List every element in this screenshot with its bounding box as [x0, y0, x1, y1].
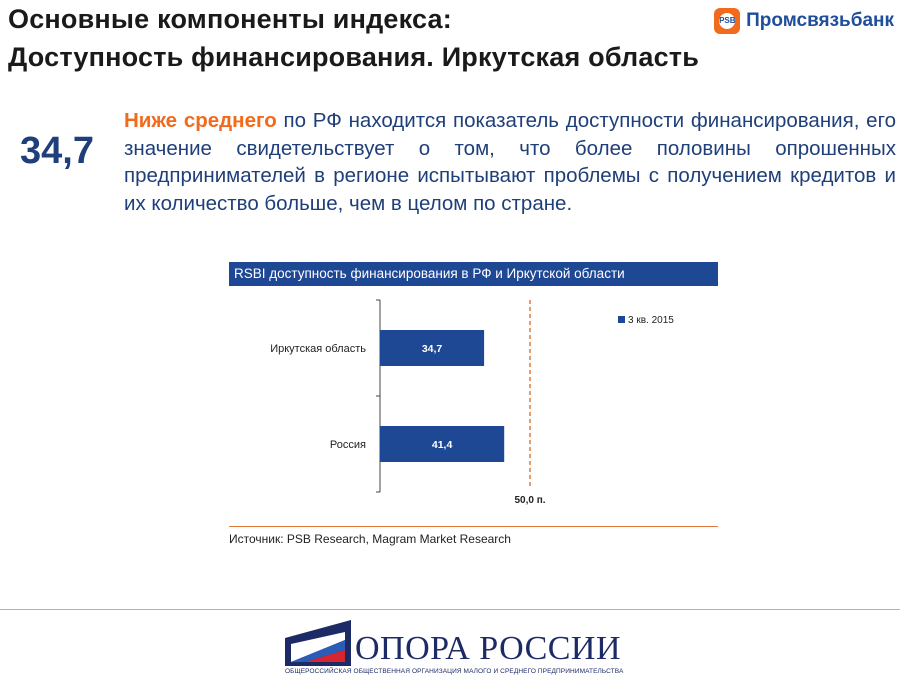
brand-mark-text: PSB: [719, 13, 735, 29]
brand-logo: [714, 8, 894, 34]
org-subtitle: ОБЩЕРОССИЙСКАЯ ОБЩЕСТВЕННАЯ ОРГАНИЗАЦИЯ МАЛОГО И СРЕДНЕГО ПРЕДПРИНИМАТЕЛЬСТВА: [285, 668, 624, 675]
summary-highlight: Ниже среднего: [124, 109, 277, 132]
index-value: 34,7: [20, 130, 94, 172]
chart-title: RSBI доступность финансирования в РФ и Иркутской области: [229, 262, 718, 286]
source-note: Источник: PSB Research, Magram Market Research: [229, 526, 718, 546]
page-title-line-1: Основные компоненты индекса:: [8, 4, 452, 34]
footer-divider: [0, 609, 900, 610]
reference-label: 50,0 п.: [514, 495, 546, 506]
summary-text: [124, 107, 896, 217]
brand-name: Промсвязьбанк: [746, 10, 894, 31]
category-label: Иркутская область: [270, 343, 366, 355]
bar-chart: [229, 290, 718, 522]
data-label: 41,4: [431, 439, 453, 451]
legend-swatch: [618, 316, 625, 323]
category-label: Россия: [329, 439, 366, 451]
psb-logo-icon: [714, 8, 740, 34]
summary-body: по РФ находится показатель доступности финансирования, его значение свидетельствует о том, что более половины опрошенных предпринимателей в регионе испытывают проблемы с получением кредитов и их количество больше, чем в целом по стране.: [124, 109, 896, 215]
page-title-line-2: Доступность финансирования. Иркутская область: [8, 42, 700, 72]
legend-label: 3 кв. 2015: [628, 315, 674, 326]
org-name: ОПОРА РОССИИ: [355, 630, 622, 667]
data-label: 34,7: [421, 343, 443, 355]
opora-flag-icon: [285, 618, 351, 666]
opora-logo: [283, 618, 623, 676]
